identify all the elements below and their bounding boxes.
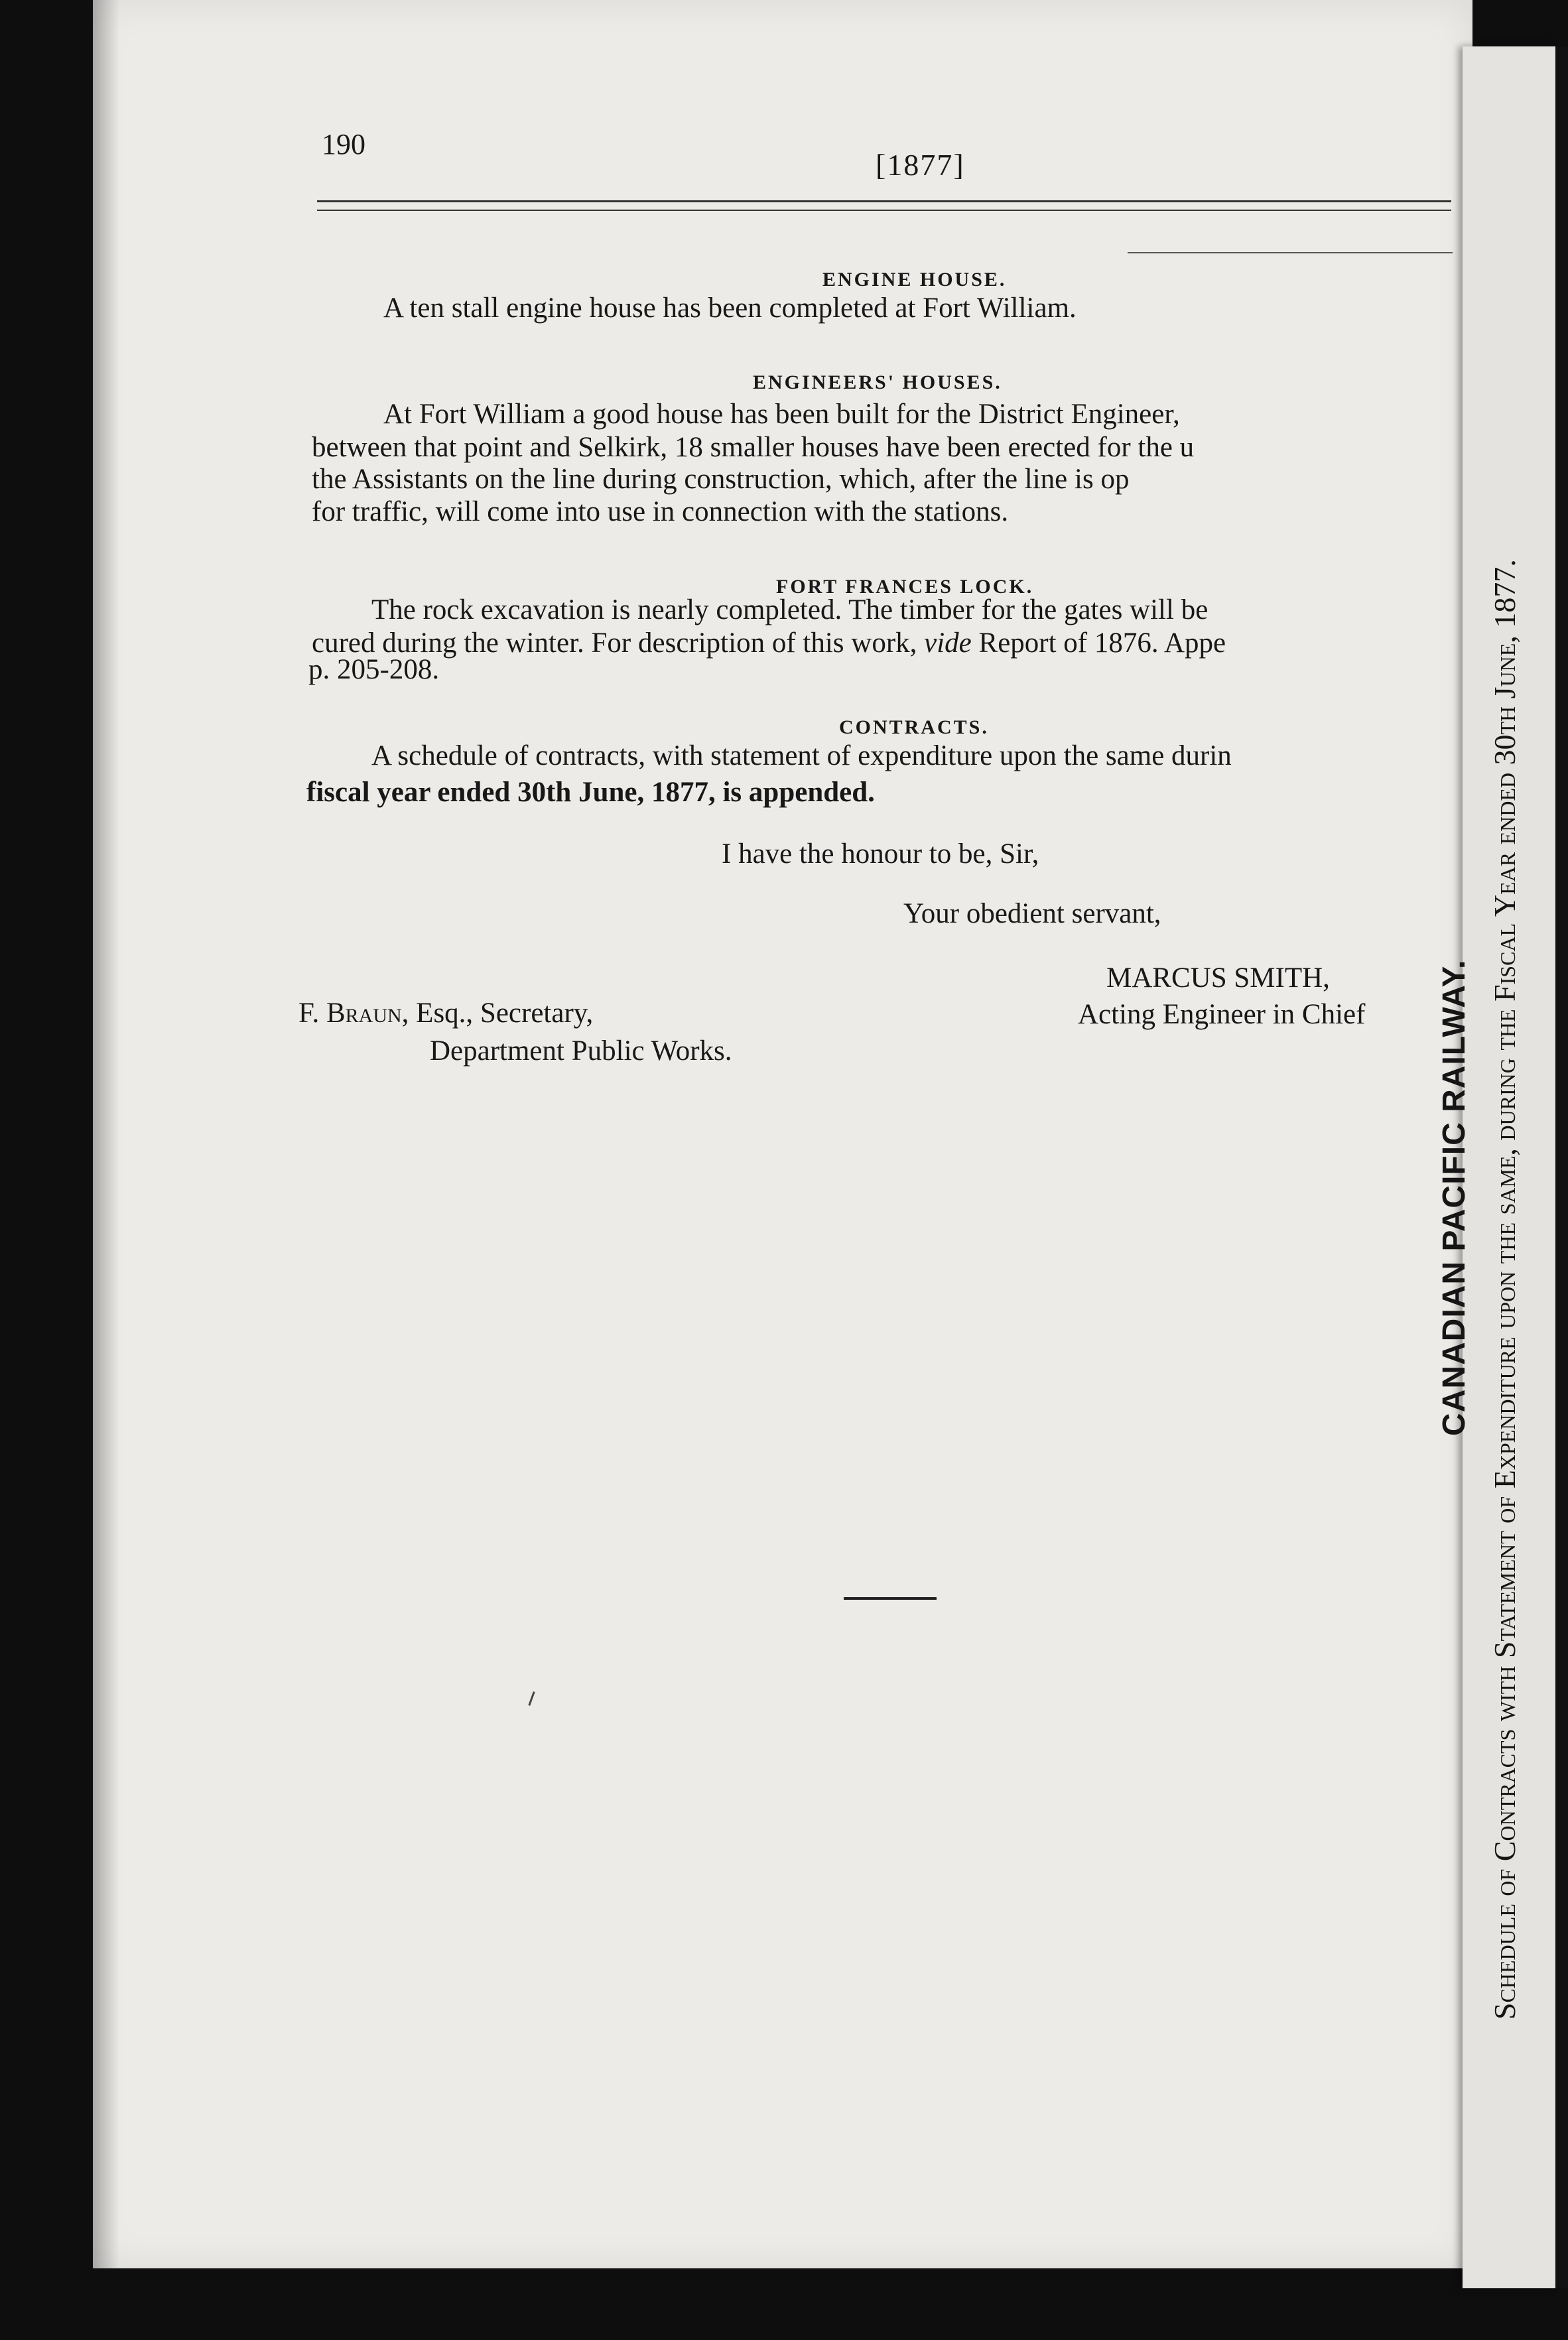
section-heading-contracts: CONTRACTS. (839, 716, 989, 738)
fort-frances-line: p. 205-208. (308, 654, 440, 685)
engineers-houses-line: for traffic, will come into use in connection with the stations. (312, 496, 1009, 527)
closing-servant: Your obedient servant, (903, 898, 1161, 929)
header-rule-extension (1128, 252, 1453, 253)
contracts-line: fiscal year ended 30th June, 1877, is appended. (306, 777, 875, 808)
section-heading-fort-frances-lock: FORT FRANCES LOCK. (776, 576, 1034, 598)
side-title: CANADIAN PACIFIC RAILWAY. (1437, 959, 1472, 1436)
addressee-initial: F. (298, 998, 326, 1029)
fort-frances-line-text: Report of 1876. Appe (971, 627, 1226, 659)
section-heading-engineers-houses: ENGINEERS' HOUSES. (753, 371, 1002, 393)
fort-frances-line-text: cured during the winter. For description of this work, (312, 627, 925, 659)
side-caption-text: Schedule of Contracts with Statement of Expenditure upon the same, during the Fiscal Year ended 30th June, 1877. (1488, 559, 1522, 2020)
addressee-title: , Esq., Secretary, (401, 998, 594, 1029)
document-page (93, 0, 1472, 2268)
closing-honour: I have the honour to be, Sir, (722, 838, 1039, 870)
page-number: 190 (322, 128, 365, 161)
page-binding-shadow (93, 0, 119, 2268)
section-heading-engine-house: ENGINE HOUSE. (822, 269, 1007, 291)
fort-frances-line (312, 627, 1226, 659)
header-rule-bottom (317, 210, 1451, 211)
side-caption (1487, 559, 1522, 2020)
engineers-houses-line: At Fort William a good house has been built for the District Engineer, (383, 399, 1180, 430)
signer-title: Acting Engineer in Chief (1078, 999, 1366, 1030)
engineers-houses-line: between that point and Selkirk, 18 smaller houses have been erected for the u (312, 432, 1195, 463)
header-rule-top (317, 200, 1451, 202)
contracts-line: A schedule of contracts, with statement of expenditure upon the same durin (371, 740, 1232, 771)
engine-house-text: A ten stall engine house has been completed at Fort William. (383, 292, 1077, 324)
engineers-houses-line: the Assistants on the line during construction, which, after the line is op (312, 464, 1130, 495)
addressee-surname: Braun (326, 998, 402, 1029)
vide-italic: vide (924, 627, 972, 659)
department-text: Department Public Works. (430, 1035, 732, 1067)
fort-frances-line: The rock excavation is nearly completed. The timber for the gates will be (371, 594, 1209, 625)
signer-name: MARCUS SMITH, (1106, 962, 1330, 994)
addressee-department (430, 1035, 732, 1067)
report-year: [1877] (876, 148, 965, 182)
fold-edge (1555, 46, 1568, 2288)
end-rule (844, 1597, 937, 1600)
addressee-line (298, 1000, 593, 1027)
